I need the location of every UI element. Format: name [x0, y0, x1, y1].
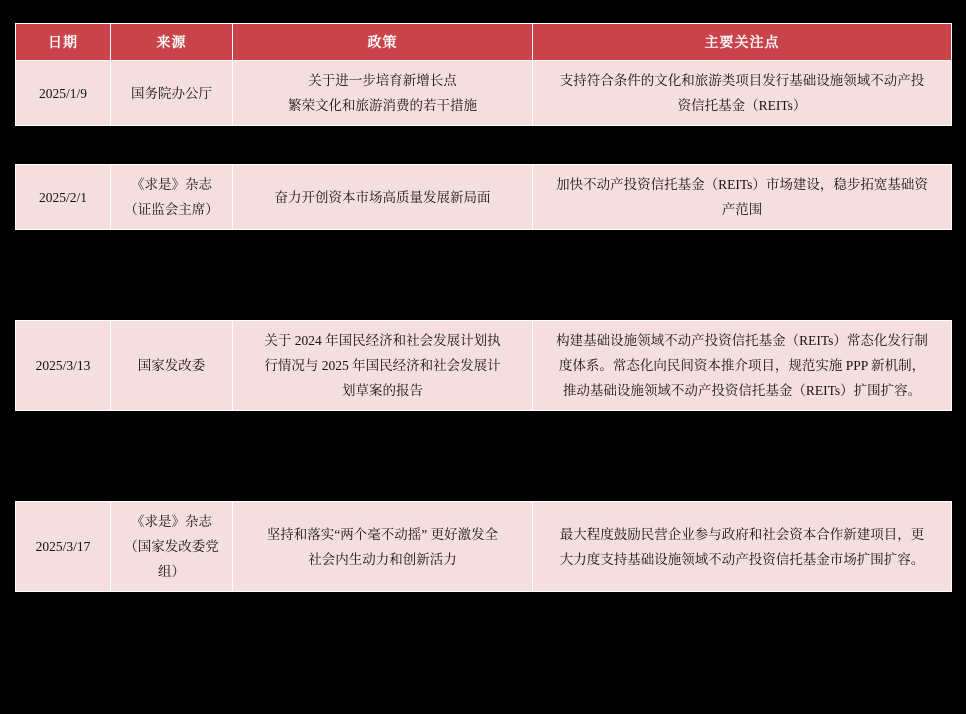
policy-line: 关于 2024 年国民经济和社会发展计划执 [264, 333, 501, 348]
source-line: （证监会主席） [124, 202, 219, 217]
cell-source [111, 165, 233, 230]
focus-line: 大力度支持基础设施领域不动产投资信托基金市场扩围扩容。 [559, 551, 925, 567]
cell-source: 国家发改委 [111, 321, 233, 411]
cell-policy [233, 502, 533, 592]
cell-source: 国务院办公厅 [111, 61, 233, 126]
policy-line: 行情况与 2025 年国民经济和社会发展计 [264, 358, 501, 373]
focus-line: 支持符合条件的文化和旅游类项目发行基础设施领域不动产投 [559, 73, 925, 88]
row-gap-cell [16, 411, 952, 502]
row-gap [16, 126, 952, 165]
column-header-policy: 政策 [233, 24, 533, 61]
table-body [16, 61, 952, 592]
column-header-date: 日期 [16, 24, 111, 61]
cell-date: 2025/3/17 [16, 502, 111, 592]
focus-line: 构建基础设施领域不动产投资信托基金（REITs）常态化发行制 [556, 333, 928, 348]
focus-line: 最大程度鼓励民营企业参与政府和社会资本合作新建项目，更 [559, 526, 925, 542]
cell-date: 2025/3/13 [16, 321, 111, 411]
source-line: 《求是》杂志 [131, 514, 212, 529]
row-gap-cell [16, 230, 952, 321]
cell-focus [533, 165, 952, 230]
policy-line: 社会内生动力和创新活力 [308, 551, 457, 567]
policy-line: 奋力开创资本市场高质量发展新局面 [274, 189, 491, 205]
policy-line: 关于进一步培育新增长点 [308, 73, 457, 88]
row-gap-cell [16, 126, 952, 165]
focus-line: 产范围 [721, 202, 763, 217]
table-header [16, 24, 952, 61]
policy-line: 划草案的报告 [342, 383, 423, 398]
cell-focus [533, 61, 952, 126]
table-row [16, 502, 952, 592]
source-line: 《求是》杂志 [131, 177, 212, 192]
cell-policy [233, 321, 533, 411]
cell-source [111, 502, 233, 592]
cell-policy [233, 61, 533, 126]
row-gap [16, 411, 952, 502]
source-line: 组） [158, 564, 185, 579]
cell-date: 2025/2/1 [16, 165, 111, 230]
table-row [16, 321, 952, 411]
policy-table-page [0, 23, 966, 714]
column-header-source: 来源 [111, 24, 233, 61]
table-row [16, 61, 952, 126]
cell-date: 2025/1/9 [16, 61, 111, 126]
focus-line: 加快不动产投资信托基金（REITs）市场建设，稳步拓宽基础资 [556, 177, 928, 192]
focus-line: 度体系。常态化向民间资本推介项目，规范实施 PPP 新机制， [558, 358, 926, 373]
source-line: （国家发改委党 [124, 539, 219, 554]
policy-line: 繁荣文化和旅游消费的若干措施 [288, 98, 477, 113]
policy-line: 坚持和落实“两个毫不动摇” 更好激发全 [266, 526, 499, 542]
table-header-row [16, 24, 952, 61]
focus-line: 推动基础设施领域不动产投资信托基金（REITs）扩围扩容。 [562, 383, 922, 398]
row-gap [16, 230, 952, 321]
cell-focus [533, 502, 952, 592]
table-row [16, 165, 952, 230]
cell-focus [533, 321, 952, 411]
focus-line: 资信托基金（REITs） [677, 98, 807, 113]
cell-policy [233, 165, 533, 230]
column-header-focus: 主要关注点 [533, 24, 952, 61]
policy-table [15, 23, 952, 592]
